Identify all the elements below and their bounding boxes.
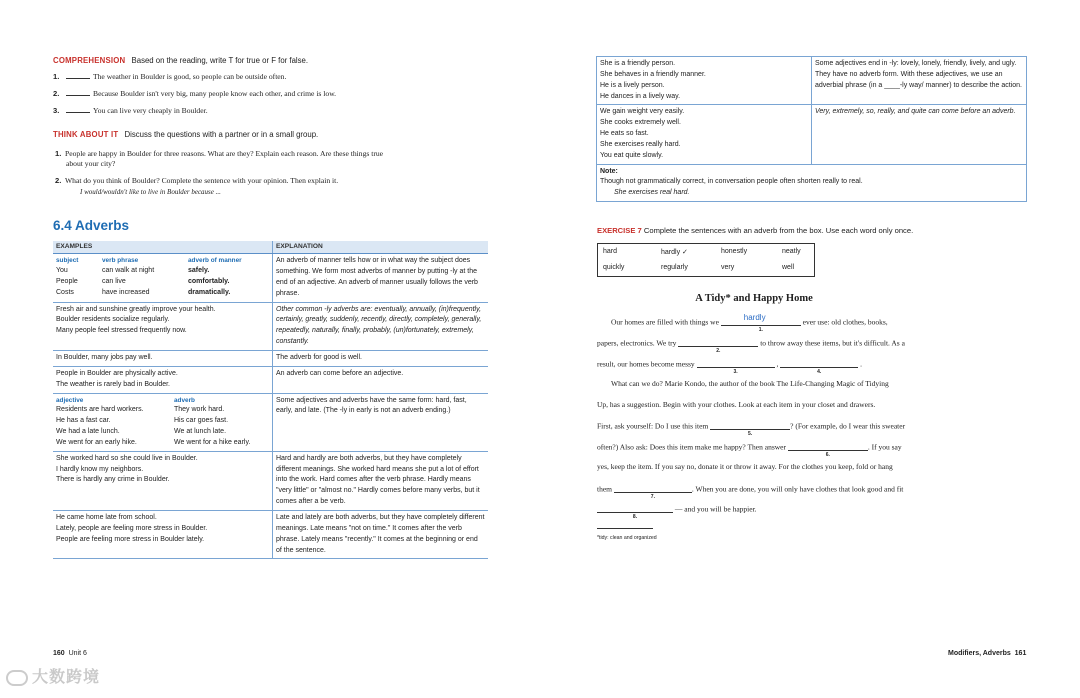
adverb: comfortably. [188, 277, 230, 285]
col-examples: EXAMPLES [53, 241, 273, 254]
box-word: hard [603, 248, 618, 255]
example-line: She cooks extremely well. [600, 119, 681, 127]
story-text: result, our homes become messy [597, 359, 695, 369]
adverbs-table [53, 241, 488, 559]
table-row [53, 302, 488, 350]
blank-number: 4. [817, 369, 822, 375]
example-line: People in Boulder are physically active. [56, 369, 178, 377]
chapter-label: Modifiers, Adverbs [948, 650, 1011, 657]
subhead: adverb [174, 396, 195, 404]
story-text: them [597, 484, 612, 494]
explanation-cell: Very, extremely, so, really, and quite can come before an adverb. [812, 105, 1027, 164]
example-line: He dances in a lively way. [600, 92, 681, 100]
adjective-example: We went for an early hike. [56, 438, 137, 446]
answer-blank[interactable] [66, 95, 90, 96]
think-question-2: 2. What do you think of Boulder? Complete the sentence with your opinion. Then explain it. [55, 176, 339, 185]
question-text: about your city? [66, 159, 116, 168]
table-row [597, 57, 1027, 105]
example-row [56, 438, 269, 449]
comprehension-instruction: Based on the reading, write T for true or F for false. [131, 56, 309, 65]
example-row [56, 277, 269, 288]
answer-blank-2[interactable] [678, 338, 758, 354]
think-sentence-prompt [80, 188, 221, 196]
example-line: He came home late from school. [56, 514, 157, 522]
blank-number: 2. [716, 348, 721, 354]
note-cell [597, 164, 1027, 202]
think-header [53, 130, 318, 139]
box-word: very [721, 264, 735, 271]
table-row [53, 451, 488, 510]
subject: People [56, 277, 78, 285]
prompt-text: I would/wouldn't like to live in Boulder because ... [80, 188, 221, 196]
footnote [597, 535, 657, 541]
note-label: Note: [600, 167, 618, 175]
example-line: Many people feel stressed frequently now. [56, 327, 187, 335]
explanation-cell: An adverb of manner tells how or in what way the subject does something. We form most adverbs of manner by putting -ly at the end of an adjective. An adverb of manner usually follows the verb phrase. [273, 254, 488, 302]
story-title: A Tidy* and Happy Home [695, 293, 813, 304]
example-line: He eats so fast. [600, 130, 649, 138]
item-text: Because Boulder isn't very big, many people know each other, and crime is low. [93, 89, 337, 98]
box-word: neatly [782, 248, 801, 255]
examples-cell [53, 254, 273, 302]
examples-cell [597, 105, 812, 164]
think-question-1: 1. People are happy in Boulder for three reasons. What are they? Explain each reason. Are these things true [55, 149, 384, 158]
story-line-4 [597, 380, 971, 388]
answer-blank-8[interactable] [597, 504, 673, 520]
example-row [56, 266, 269, 277]
verb-phrase: have increased [102, 288, 150, 296]
right-folio [948, 650, 1026, 657]
example-line: Lately, people are feeling more stress in Boulder. [56, 524, 208, 532]
story-text: ever use: old clothes, books, [802, 317, 888, 327]
story-line-2 [597, 338, 971, 354]
story-text: . If you say [867, 442, 902, 452]
example-line: Fresh air and sunshine greatly improve your health. [56, 305, 216, 313]
story-line-8 [597, 463, 971, 471]
adverb: safely. [188, 267, 210, 275]
think-question-1-cont [66, 159, 115, 168]
story-text: Our homes are filled with things we [611, 317, 719, 327]
example-line: You eat quite slowly. [600, 151, 664, 159]
story-text: ? (For example, do I wear this sweater [790, 421, 906, 431]
example-row [56, 405, 269, 416]
example-line: She behaves in a friendly manner. [600, 70, 706, 78]
page-number: 160 [53, 650, 65, 657]
item-number: 3. [53, 106, 60, 115]
examples-cell [53, 511, 273, 559]
story-line-10 [597, 504, 971, 520]
answer-blank-3[interactable] [697, 359, 775, 375]
think-label: THINK ABOUT IT [53, 130, 119, 139]
adjective-example: We had a late lunch. [56, 428, 120, 436]
box-word: well [782, 264, 795, 271]
unit-label: Unit 6 [68, 650, 87, 657]
footnote-rule [597, 528, 653, 529]
story-line-7 [597, 442, 971, 458]
item-text: You can live very cheaply in Boulder. [93, 106, 208, 115]
adverb-example: We went for a hike early. [174, 438, 251, 446]
examples-cell [53, 302, 273, 350]
answer-blank-7[interactable] [614, 484, 692, 500]
example-row [56, 288, 269, 299]
story-line-6 [597, 421, 971, 437]
left-folio [53, 650, 87, 657]
story-text: papers, electronics. We try [597, 338, 677, 348]
example-line: She worked hard so she could live in Boulder. [56, 454, 198, 462]
story-text: What can we do? Marie Kondo, the author of the book The Life-Changing Magic of Tidying [611, 379, 889, 388]
example-line: The weather is rarely bad in Boulder. [56, 380, 171, 388]
story-line-9 [597, 484, 971, 500]
examples-cell [53, 393, 273, 451]
example-line: He is a lively person. [600, 81, 665, 89]
answer-blank-1[interactable] [721, 313, 801, 333]
subject: You [56, 267, 68, 275]
examples-cell: In Boulder, many jobs pay well. [53, 350, 273, 366]
answer-blank[interactable] [66, 112, 90, 113]
comprehension-header [53, 56, 308, 65]
table-row [53, 366, 488, 393]
story-text: — and you will be happier. [674, 504, 757, 514]
example-line: She exercises really hard. [600, 140, 681, 148]
table-header-row [53, 241, 488, 254]
example-line: Boulder residents socialize regularly. [56, 316, 170, 324]
blank-number: 1. [758, 327, 763, 333]
watermark [6, 664, 100, 687]
answer-blank-5[interactable] [710, 421, 790, 437]
blank-number: 3. [733, 369, 738, 375]
explanation-cell: Some adjectives end in -ly: lovely, lonely, friendly, lively, and ugly. They have no adverb form. With these adjectives, we use an adverbial phrase (in a ____-ly way/ manner) to describe the action. [812, 57, 1027, 105]
blank-number: 5. [748, 431, 753, 437]
item-number: 1. [53, 72, 60, 81]
box-word: quickly [603, 264, 625, 271]
exercise-instruction: Complete the sentences with an adverb from the box. Use each word only once. [643, 226, 914, 235]
blank-number: 6. [825, 452, 830, 458]
examples-cell [597, 57, 812, 105]
adverb: dramatically. [188, 288, 231, 296]
examples-cell [53, 451, 273, 510]
table-row [53, 511, 488, 559]
story-line-5 [597, 401, 971, 409]
box-word-checked: hardly ✓ [661, 249, 688, 256]
note-row [597, 164, 1027, 202]
think-instruction: Discuss the questions with a partner or in a small group. [124, 130, 319, 139]
example-row [56, 427, 269, 438]
explanation-cell: Some adjectives and adverbs have the same form: hard, fast, early, and late. (The -ly in early is not an adverb ending.) [273, 393, 488, 451]
example-row [56, 416, 269, 427]
story-text: First, ask yourself: Do I use this item [597, 421, 709, 431]
story-text: often?) Also ask: Does this item make me happy? Then answer [597, 442, 786, 452]
answer-blank-6[interactable] [788, 442, 868, 458]
adverb-example: We at lunch late. [174, 428, 227, 436]
example-line: We gain weight very easily. [600, 108, 685, 116]
story-line-3: result, our homes become messy 3. , 4. . [597, 359, 862, 375]
item-number: 2. [53, 89, 60, 98]
examples-cell [53, 366, 273, 393]
comprehension-item-3 [53, 106, 208, 115]
handwritten-answer: hardly [743, 313, 766, 322]
subheads [56, 396, 269, 406]
box-word: honestly [721, 248, 748, 255]
explanation-cell: Other common -ly adverbs are: eventually, annually, (in)frequently, certainly, greatly, suddenly, recently, directly, completely, generally, repeatedly, naturally, finally, probably, (un)fortunately, extremely, constantly. [273, 302, 488, 350]
explanation-cell: Late and lately are both adverbs, but they have completely different meanings. Late means "not on time." It comes after the verb phrase. Lately means "recently." It comes at the beginning or end of the sentence. [273, 511, 488, 559]
question-text: What do you think of Boulder? Complete the sentence with your opinion. Then explain it. [65, 176, 339, 185]
footnote-text: *tidy: clean and organized [597, 535, 657, 541]
answer-blank[interactable] [66, 78, 90, 79]
adverb-example: His car goes fast. [174, 417, 229, 425]
exercise-label: EXERCISE 7 [597, 226, 642, 235]
watermark-logo-icon [6, 670, 28, 686]
col-explanation: EXPLANATION [273, 241, 488, 254]
word-box [597, 243, 815, 277]
subject: Costs [56, 288, 74, 296]
adjective-example: Residents are hard workers. [56, 406, 144, 414]
table-row [597, 105, 1027, 164]
example-line: People are feeling more stress in Boulder lately. [56, 535, 205, 543]
comprehension-item-2 [53, 89, 336, 98]
story-text: yes, keep the item. If you say no, donate it or throw it away. For the clothes you keep, fold or hang [597, 462, 893, 471]
subhead: adverb of manner [188, 257, 242, 265]
story-line-1 [597, 313, 971, 333]
item-text: The weather in Boulder is good, so people can be outside often. [93, 72, 287, 81]
note-example: She exercises real hard. [614, 189, 690, 197]
comprehension-item-1 [53, 72, 286, 81]
subhead: verb phrase [102, 257, 139, 265]
note-text: Though not grammatically correct, in conversation people often shorten really to real. [600, 178, 863, 186]
adjective-example: He has a fast car. [56, 417, 111, 425]
adverb-example: They work hard. [174, 406, 225, 414]
blank-number: 8. [632, 514, 638, 520]
story-text: to throw away these items, but it's difficult. As a [760, 338, 905, 348]
subheads [56, 256, 269, 266]
verb-phrase: can walk at night [102, 267, 155, 275]
explanation-cell: An adverb can come before an adjective. [273, 366, 488, 393]
box-word: regularly [661, 264, 688, 271]
explanation-cell: The adverb for good is well. [273, 350, 488, 366]
section-title: 6.4 Adverbs [53, 218, 130, 233]
explanation-cell: Hard and hardly are both adverbs, but they have completely different meanings. She worked hard means she put a lot of effort into the work. Hard comes after the verb phrase. Hardly means "very little" or "almost no." Hardly comes before many verbs, but it comes after a be verb. [273, 451, 488, 510]
table-row [53, 350, 488, 366]
table-row [53, 393, 488, 451]
page-number: 161 [1014, 650, 1027, 657]
example-line: I hardly know my neighbors. [56, 465, 144, 473]
example-line: There is hardly any crime in Boulder. [56, 476, 170, 484]
comprehension-label: COMPREHENSION [53, 56, 126, 65]
question-text: People are happy in Boulder for three reasons. What are they? Explain each reason. Are these things true [65, 149, 384, 158]
table-row [53, 254, 488, 302]
subhead: subject [56, 257, 79, 265]
story-text: Up, has a suggestion. Begin with your clothes. Look at each item in your closet and drawers. [597, 400, 876, 409]
example-line: She is a friendly person. [600, 60, 676, 67]
subhead: adjective [56, 396, 84, 404]
adverbs-table-continued [596, 56, 1027, 202]
verb-phrase: can live [102, 277, 126, 285]
exercise-header [597, 226, 913, 235]
watermark-text: 大数跨境 [32, 669, 101, 686]
story-text: . When you are done, you will only have clothes that look good and fit [691, 484, 904, 494]
answer-blank-4[interactable] [780, 359, 858, 375]
blank-number: 7. [650, 494, 655, 500]
